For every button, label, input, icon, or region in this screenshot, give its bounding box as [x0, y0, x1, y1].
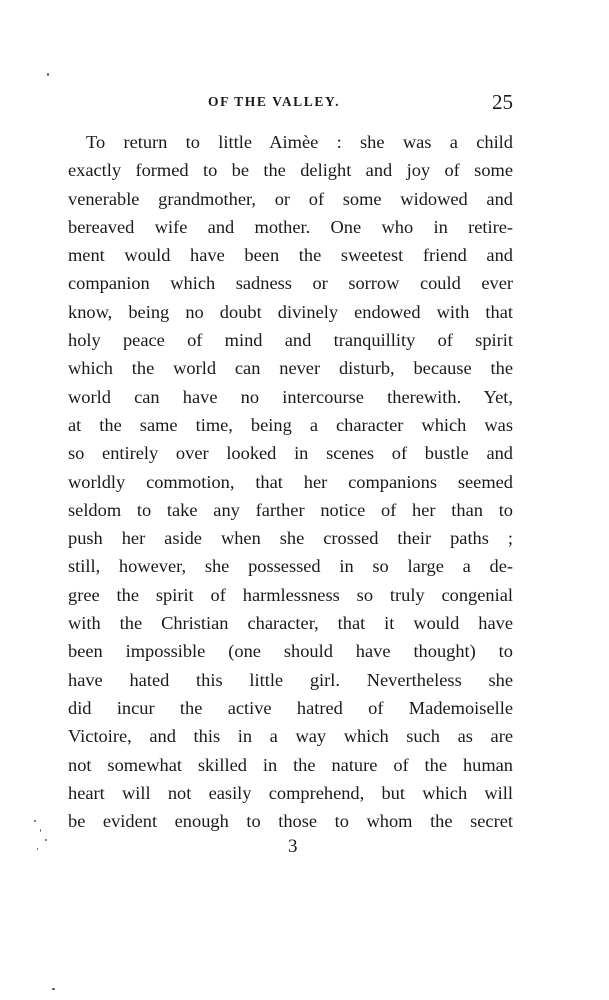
text-line: worldly commotion, that her companions seemed [68, 471, 513, 492]
text-line: bereaved wife and mother. One who in retire- [68, 216, 513, 237]
text-line: so entirely over looked in scenes of bustle and [68, 443, 513, 464]
paper-speck [52, 988, 55, 990]
text-line: seldom to take any farther notice of her than to [68, 499, 513, 520]
body-text [68, 128, 513, 835]
signature-mark: 3 [288, 836, 298, 857]
text-line: still, however, she possessed in so large a de- [68, 556, 513, 577]
text-line: heart will not easily comprehend, but which will [68, 782, 513, 803]
text-line: which the world can never disturb, because the [68, 358, 513, 379]
paper-speck [47, 73, 49, 76]
text-line: Victoire, and this in a way which such as are [68, 726, 513, 747]
text-line: exactly formed to be the delight and joy of some [68, 160, 513, 181]
text-line: ment would have been the sweetest friend and [68, 245, 513, 266]
text-line: be evident enough to those to whom the secret [68, 811, 513, 832]
paper-speck [45, 839, 47, 841]
paper-speck [37, 848, 38, 850]
text-line: did incur the active hatred of Mademoiselle [68, 697, 513, 718]
text-line: know, being no doubt divinely endowed with that [68, 301, 513, 322]
paper-speck [34, 820, 36, 822]
text-line: not somewhat skilled in the nature of the human [68, 754, 513, 775]
text-line: holy peace of mind and tranquillity of spirit [68, 330, 513, 351]
page-number: 25 [492, 90, 513, 114]
text-line: To return to little Aimèe : she was a child [86, 132, 513, 152]
text-line: been impossible (one should have thought) to [68, 641, 513, 662]
text-line: world can have no intercourse therewith. Yet, [68, 386, 513, 407]
page-header [68, 90, 513, 114]
text-line: gree the spirit of harmlessness so truly congenial [68, 584, 513, 605]
text-line: have hated this little girl. Nevertheless she [68, 669, 513, 690]
paper-speck [40, 829, 41, 832]
text-line: push her aside when she crossed their paths ; [68, 528, 513, 549]
text-line: companion which sadness or sorrow could ever [68, 273, 513, 294]
running-head: OF THE VALLEY. [208, 94, 341, 109]
text-line: with the Christian character, that it would have [68, 613, 513, 634]
text-line: venerable grandmother, or of some widowed and [68, 188, 513, 209]
text-line: at the same time, being a character which was [68, 414, 513, 435]
